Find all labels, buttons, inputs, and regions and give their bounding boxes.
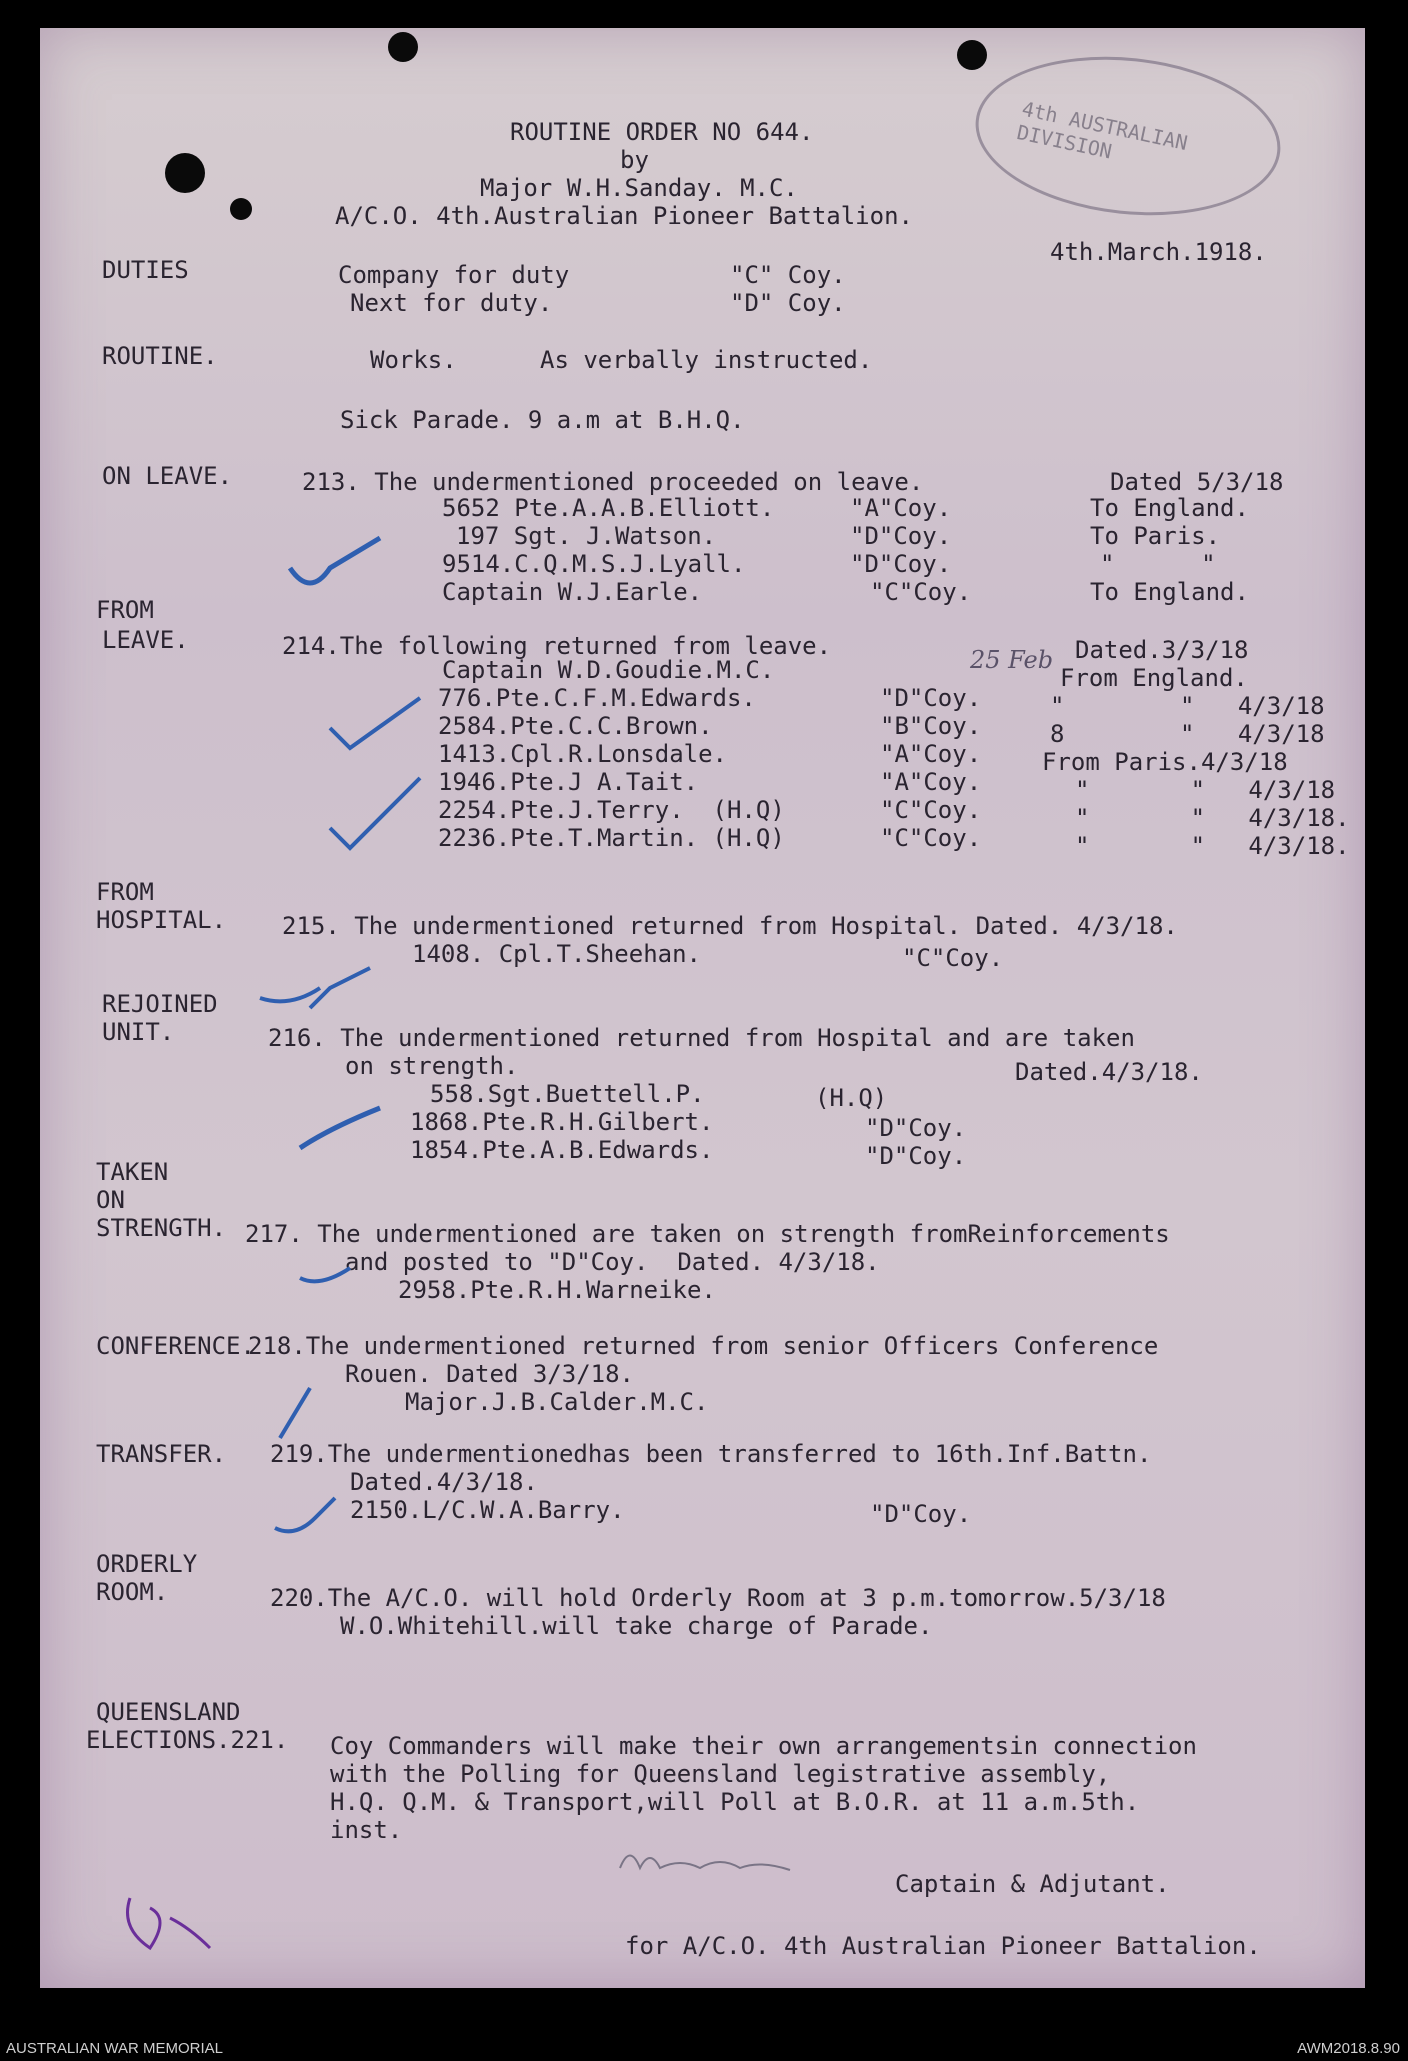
- transfer-heading: TRANSFER.: [96, 1440, 227, 1468]
- rejoined-row-name: 1868.Pte.R.H.Gilbert.: [410, 1108, 714, 1136]
- leave-row-dest: To Paris.: [1090, 522, 1221, 550]
- taken-heading: ON: [96, 1186, 125, 1214]
- signature-for: for A/C.O. 4th Australian Pioneer Battalion.: [625, 1932, 1261, 1960]
- order-date: 4th.March.1918.: [1050, 238, 1267, 266]
- from-leave-row-name: 776.Pte.C.F.M.Edwards.: [438, 684, 756, 712]
- from-hospital-heading: HOSPITAL.: [96, 906, 227, 934]
- from-leave-intro: 214.The following returned from leave.: [282, 632, 832, 660]
- taken-heading: TAKEN: [96, 1158, 169, 1186]
- from-leave-row-name: 1946.Pte.J A.Tait.: [438, 768, 699, 796]
- conference-intro: 218.The undermentioned returned from senior Officers Conference: [248, 1332, 1159, 1360]
- from-hospital-row: 1408. Cpl.T.Sheehan.: [412, 940, 701, 968]
- from-leave-row-dest: From England.: [1060, 664, 1248, 692]
- annotation-mark: [110, 1888, 220, 1968]
- conference-intro2: Rouen. Dated 3/3/18.: [345, 1360, 634, 1388]
- order-by: by: [620, 146, 649, 174]
- transfer-row: 2150.L/C.W.A.Barry.: [350, 1496, 625, 1524]
- conference-row: Major.J.B.Calder.M.C.: [405, 1388, 709, 1416]
- leave-row-dest: To England.: [1090, 494, 1249, 522]
- leave-row-name: 197 Sgt. J.Watson.: [456, 522, 717, 550]
- from-leave-row-name: 2254.Pte.J.Terry. (H.Q): [438, 796, 785, 824]
- from-leave-row-coy: "B"Coy.: [880, 712, 982, 740]
- leave-row-dest: " ": [1100, 550, 1216, 578]
- tick-mark: [290, 1098, 400, 1178]
- signature-scribble: [610, 1838, 830, 1888]
- from-leave-row-dest: " " 4/3/18.: [1075, 804, 1350, 832]
- from-leave-row-coy: "A"Coy.: [880, 740, 982, 768]
- on-leave-intro: 213. The undermentioned proceeded on leave.: [302, 468, 924, 496]
- leave-row-name: 9514.C.Q.M.S.J.Lyall.: [442, 550, 746, 578]
- leave-row-coy: "D"Coy.: [850, 522, 952, 550]
- leave-row-coy: "D"Coy.: [850, 550, 952, 578]
- duties-line1-value: "C" Coy.: [730, 261, 846, 289]
- leave-row-dest: To England.: [1090, 578, 1249, 606]
- elections-heading: ELECTIONS.221.: [86, 1726, 289, 1754]
- from-hospital-coy: "C"Coy.: [902, 944, 1004, 972]
- from-leave-dated: Dated.3/3/18: [1075, 636, 1249, 664]
- leave-row-name: 5652 Pte.A.A.B.Elliott.: [442, 494, 775, 522]
- from-leave-row-coy: "C"Coy.: [880, 824, 982, 852]
- orderly-heading: ROOM.: [96, 1578, 169, 1606]
- orderly-intro2: W.O.Whitehill.will take charge of Parade.: [340, 1612, 933, 1640]
- routine-heading: ROUTINE.: [102, 342, 218, 370]
- punch-hole: [388, 32, 418, 62]
- conference-heading: CONFERENCE.: [96, 1332, 255, 1360]
- tick-mark: [320, 678, 440, 758]
- transfer-intro2: Dated.4/3/18.: [350, 1468, 538, 1496]
- document-page: [40, 28, 1365, 1988]
- from-leave-row-dest: From Paris.4/3/18: [1042, 748, 1288, 776]
- rejoined-row-coy: "D"Coy.: [865, 1142, 967, 1170]
- punch-hole: [230, 198, 252, 220]
- from-hospital-intro: 215. The undermentioned returned from Hospital. Dated. 4/3/18.: [282, 912, 1178, 940]
- rejoined-heading: REJOINED: [102, 990, 218, 1018]
- tick-mark: [290, 1258, 370, 1298]
- tick-mark: [265, 1488, 345, 1548]
- duties-line2: Next for duty.: [350, 289, 553, 317]
- from-leave-row-dest: " " 4/3/18.: [1075, 832, 1350, 860]
- rejoined-row-name: 1854.Pte.A.B.Edwards.: [410, 1136, 714, 1164]
- orderly-heading: ORDERLY: [96, 1550, 198, 1578]
- taken-heading: STRENGTH.: [96, 1214, 227, 1242]
- order-unit: A/C.O. 4th.Australian Pioneer Battalion.: [335, 202, 913, 230]
- rejoined-row-coy: "D"Coy.: [865, 1114, 967, 1142]
- punch-hole: [957, 40, 987, 70]
- from-leave-row-dest: " " 4/3/18: [1050, 692, 1325, 720]
- from-leave-row-name: 1413.Cpl.R.Lonsdale.: [438, 740, 727, 768]
- from-leave-row-dest: 8 " 4/3/18: [1050, 720, 1325, 748]
- elections-line: inst.: [330, 1816, 403, 1844]
- from-leave-row-coy: "C"Coy.: [880, 796, 982, 824]
- order-title: ROUTINE ORDER NO 644.: [510, 118, 814, 146]
- rejoined-dated: Dated.4/3/18.: [1015, 1058, 1203, 1086]
- tick-mark: [280, 528, 400, 608]
- rejoined-row-coy: (H.Q): [815, 1084, 888, 1112]
- routine-works-value: As verbally instructed.: [540, 346, 873, 374]
- from-leave-row-coy: "D"Coy.: [880, 684, 982, 712]
- duties-line2-value: "D" Coy.: [730, 289, 846, 317]
- from-leave-note: 25 Feb: [970, 646, 1054, 674]
- rejoined-row-name: 558.Sgt.Buettell.P.: [430, 1080, 705, 1108]
- from-leave-row-dest: " " 4/3/18: [1075, 776, 1336, 804]
- from-leave-row-name: Captain W.D.Goudie.M.C.: [442, 656, 775, 684]
- duties-line1: Company for duty: [338, 261, 570, 289]
- from-leave-row-name: 2584.Pte.C.C.Brown.: [438, 712, 713, 740]
- taken-intro: 217. The undermentioned are taken on strength fromReinforcements: [245, 1220, 1170, 1248]
- elections-line: with the Polling for Queensland legistrative assembly,: [330, 1760, 1111, 1788]
- signature-title: Captain & Adjutant.: [895, 1870, 1170, 1898]
- rejoined-intro2: on strength.: [345, 1052, 519, 1080]
- rejoined-intro: 216. The undermentioned returned from Hospital and are taken: [268, 1024, 1135, 1052]
- on-leave-dated: Dated 5/3/18: [1110, 468, 1284, 496]
- from-leave-heading: FROM: [96, 596, 154, 624]
- duties-heading: DUTIES: [102, 256, 189, 284]
- leave-row-name: Captain W.J.Earle.: [442, 578, 703, 606]
- leave-row-coy: "C"Coy.: [870, 578, 972, 606]
- from-leave-row-coy: "A"Coy.: [880, 768, 982, 796]
- elections-line: Coy Commanders will make their own arrangementsin connection: [330, 1732, 1197, 1760]
- from-hospital-heading: FROM: [96, 878, 154, 906]
- elections-heading: QUEENSLAND: [96, 1698, 241, 1726]
- routine-sick: Sick Parade. 9 a.m at B.H.Q.: [340, 406, 745, 434]
- elections-line: H.Q. Q.M. & Transport,will Poll at B.O.R. at 11 a.m.5th.: [330, 1788, 1140, 1816]
- footer-archive-name: AUSTRALIAN WAR MEMORIAL: [6, 2040, 223, 2057]
- tick-mark: [270, 1378, 330, 1448]
- transfer-coy: "D"Coy.: [870, 1500, 972, 1528]
- tick-mark: [250, 958, 390, 1018]
- from-leave-row-name: 2236.Pte.T.Martin. (H.Q): [438, 824, 785, 852]
- division-stamp: 4th AUSTRALIAN DIVISION: [968, 42, 1289, 229]
- routine-works: Works.: [370, 346, 457, 374]
- tick-mark: [320, 768, 440, 858]
- punch-hole: [165, 153, 205, 193]
- taken-intro2: and posted to "D"Coy. Dated. 4/3/18.: [345, 1248, 880, 1276]
- leave-row-coy: "A"Coy.: [850, 494, 952, 522]
- from-leave-heading: LEAVE.: [102, 626, 189, 654]
- rejoined-heading: UNIT.: [102, 1018, 175, 1046]
- footer-archive-id: AWM2018.8.90: [1297, 2040, 1400, 2057]
- orderly-intro: 220.The A/C.O. will hold Orderly Room at 3 p.m.tomorrow.5/3/18: [270, 1584, 1166, 1612]
- taken-row: 2958.Pte.R.H.Warneike.: [398, 1276, 716, 1304]
- order-author: Major W.H.Sanday. M.C.: [480, 174, 798, 202]
- transfer-intro: 219.The undermentionedhas been transferred to 16th.Inf.Battn.: [270, 1440, 1152, 1468]
- on-leave-heading: ON LEAVE.: [102, 462, 233, 490]
